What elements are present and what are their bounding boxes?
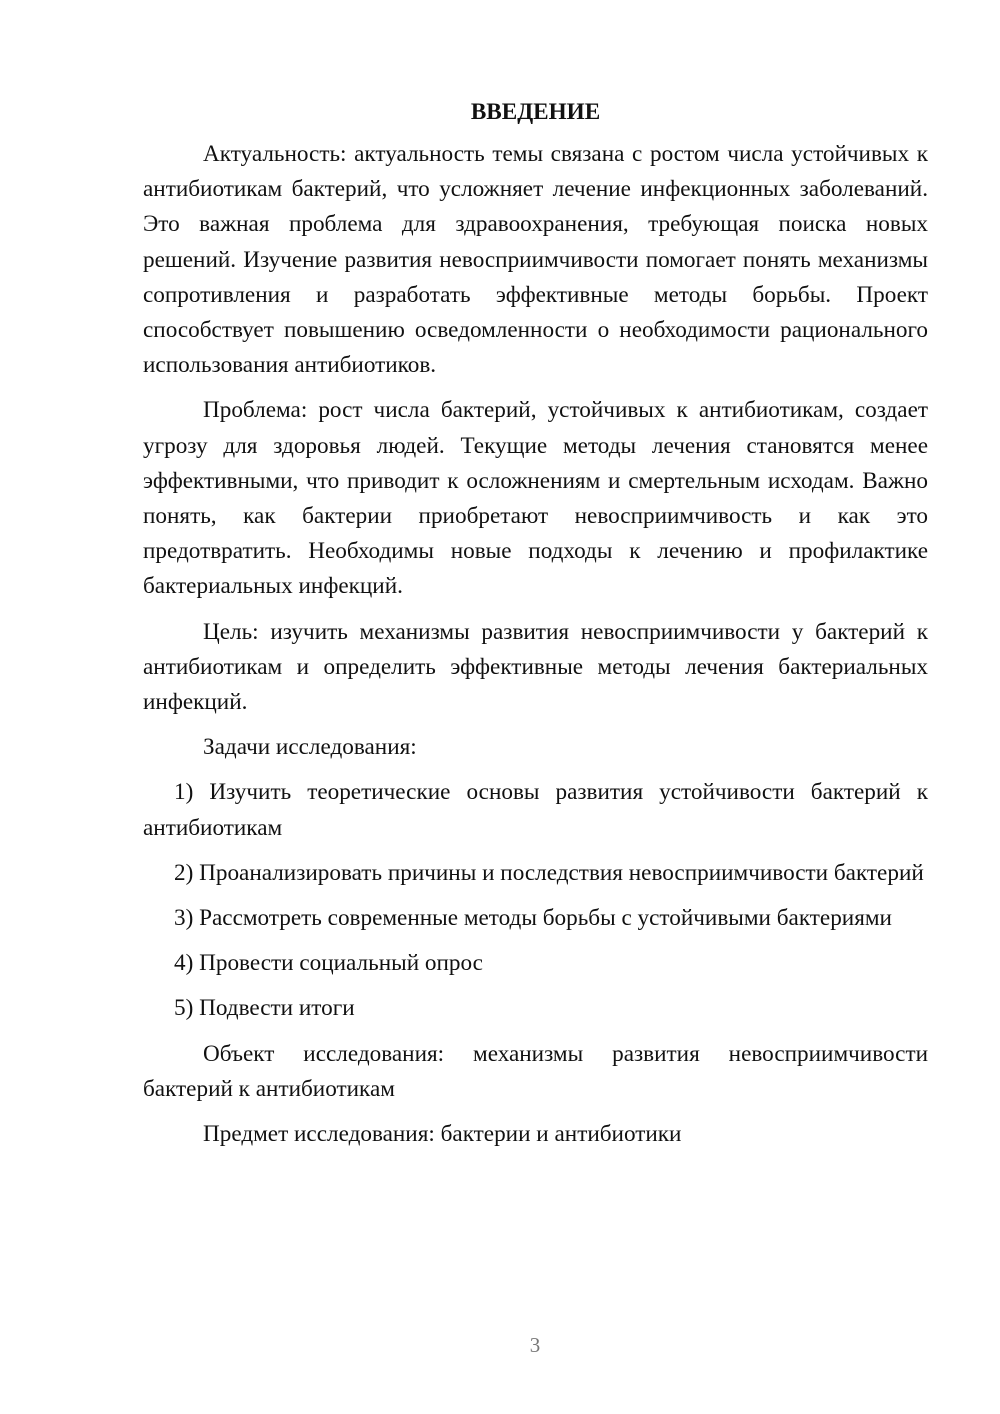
task-item-5: 5) Подвести итоги xyxy=(174,995,355,1022)
tasks-heading: Задачи исследования: xyxy=(203,734,417,761)
task-item-3: 3) Рассмотреть современные методы борьбы с устойчивыми бактериями xyxy=(174,905,892,932)
task-item-1: 1) Изучить теоретические основы развития устойчивости бактерий к антибиотикам xyxy=(143,779,928,841)
goal-paragraph: Цель: изучить механизмы развития невосприимчивости у бактерий к антибиотикам и определить эффективные методы лечения бактериальных инфекций. xyxy=(143,618,928,716)
task-item-2: 2) Проанализировать причины и последствия невосприимчивости бактерий xyxy=(174,859,924,886)
object-paragraph: Объект исследования: механизмы развития невосприимчивости бактерий к антибиотикам xyxy=(143,1040,928,1102)
subject-paragraph: Предмет исследования: бактерии и антибиотики xyxy=(203,1121,682,1148)
problem-paragraph: Проблема: рост числа бактерий, устойчивых к антибиотикам, создает угрозу для здоровья людей. Текущие методы лечения становятся менее эффективными, что приводит к осложнениям и смертельным исходам. Важно понять, как бактерии приобретают невосприимчивость и как это предотвратить. Необходимы новые подходы к лечению и профилактике бактериальных инфекций. xyxy=(143,397,928,600)
section-title: ВВЕДЕНИЕ xyxy=(470,99,601,125)
page-number: 3 xyxy=(529,1333,541,1357)
page-content xyxy=(143,95,928,1162)
task-item-4: 4) Провести социальный опрос xyxy=(174,950,483,977)
relevance-paragraph: Актуальность: актуальность темы связана с ростом числа устойчивых к антибиотикам бактерий, что усложняет лечение инфекционных заболеваний. Это важная проблема для здравоохранения, требующая поиска новых решений. Изучение развития невосприимчивости помогает понять механизмы сопротивления и разработать эффективные методы борьбы. Проект способствует повышению осведомленности о необходимости рационального использования антибиотиков. xyxy=(143,141,928,379)
